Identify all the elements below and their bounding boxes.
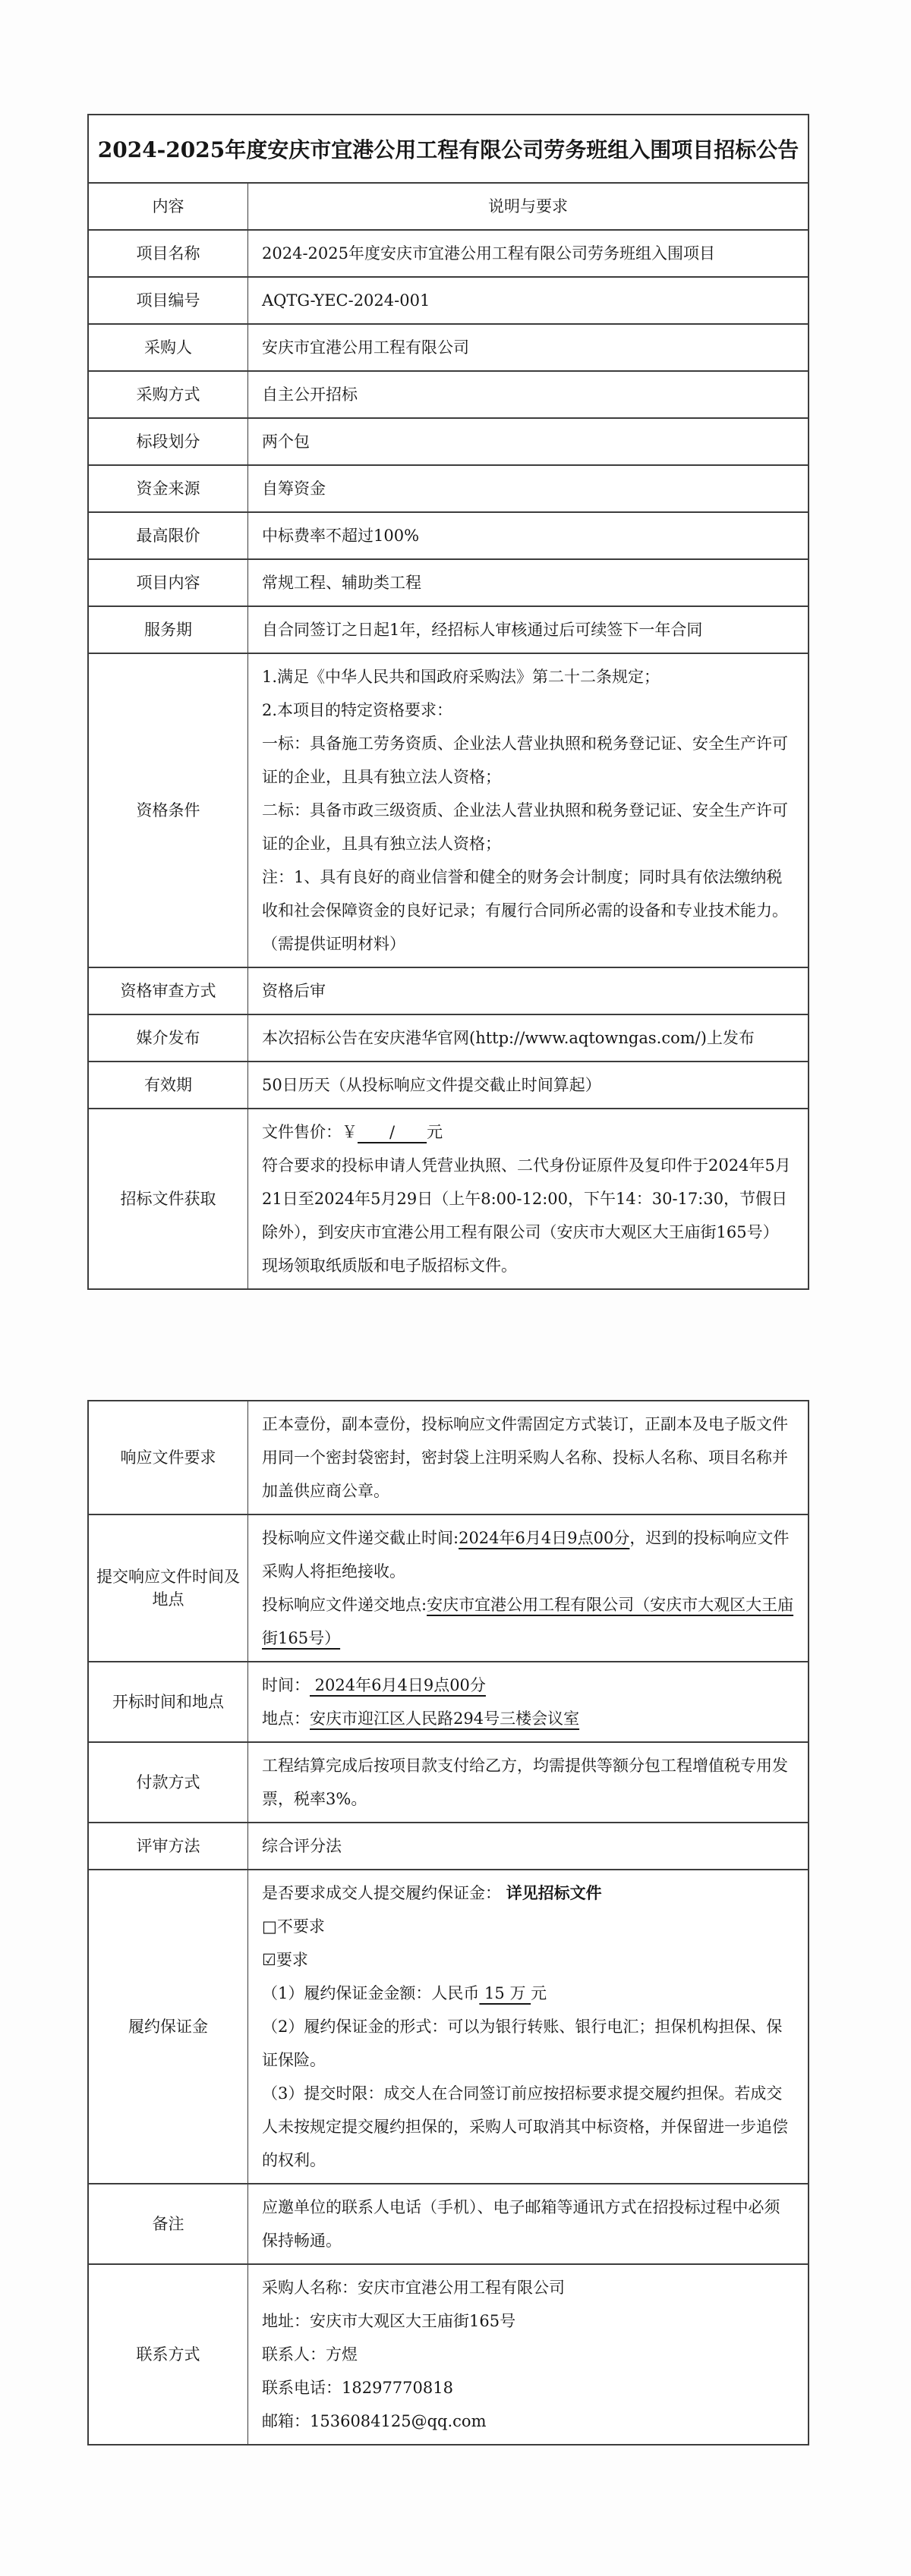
label-service-period: 服务期 [89, 607, 248, 653]
label-bid-sections: 标段划分 [89, 419, 248, 464]
row-procurement-method [89, 370, 808, 417]
tender-notice-table-1 [87, 114, 809, 1290]
value-service-period: 自合同签订之日起1年，经招标人审核通过后可续签下一年合同 [262, 621, 703, 639]
header-requirements-label [248, 184, 808, 229]
label-purchaser: 采购人 [89, 325, 248, 370]
row-submission-time-place [89, 1514, 808, 1661]
document-acquisition-body: 符合要求的投标申请人凭营业执照、二代身份证原件及复印件于2024年5月21日至2024年5月29日（上午8:00-12:00，下午14：30-17:30，节假日除外），到安庆市宜港公用工程有限公司（安庆市大观区大王庙街165号）现场领取纸质版和电子版招标文件。 [262, 1156, 791, 1275]
submission-place-line: 投标响应文件递交地点:安庆市宜港公用工程有限公司（安庆市大观区大王庙街165号） [262, 1596, 794, 1647]
submission-deadline-line: 投标响应文件递交截止时间:2024年6月4日9点00分，迟到的投标响应文件采购人将拒绝接收。 [262, 1529, 790, 1581]
checkbox-not-required: □不要求 [262, 1917, 325, 1936]
label-procurement-method: 采购方式 [89, 372, 248, 417]
row-project-number [89, 276, 808, 323]
label-bid-opening-time-place: 开标时间和地点 [89, 1662, 248, 1741]
label-contact-info: 联系方式 [89, 2265, 248, 2444]
performance-bond-question-line: 是否要求成交人提交履约保证金： 详见招标文件 [262, 1883, 602, 1902]
label-document-acquisition: 招标文件获取 [89, 1109, 248, 1288]
row-evaluation-method [89, 1822, 808, 1869]
value-procurement-method: 自主公开招标 [262, 385, 358, 404]
header-requirements-text: 说明与要求 [488, 197, 568, 215]
row-purchaser [89, 323, 808, 370]
label-funding-source: 资金来源 [89, 466, 248, 511]
bid-opening-place-underline: 安庆市迎江区人民路294号三楼会议室 [310, 1709, 580, 1728]
value-qualification-review: 资格后审 [262, 982, 326, 1000]
value-document-acquisition [248, 1109, 808, 1288]
label-validity-period: 有效期 [89, 1062, 248, 1108]
qualification-line-2: 2.本项目的特定资格要求： [262, 701, 453, 719]
value-submission-time-place [248, 1515, 808, 1661]
value-contact-info [248, 2265, 808, 2444]
bid-opening-time-line: 时间： 2024年6月4日9点00分 [262, 1676, 486, 1694]
value-bid-opening-time-place [248, 1662, 808, 1741]
value-response-document-requirements: 正本壹份，副本壹份，投标响应文件需固定方式装订，正副本及电子版文件用同一个密封袋密封，密封袋上注明采购人名称、投标人名称、项目名称并加盖供应商公章。 [262, 1415, 788, 1500]
qualification-line-1: 1.满足《中华人民共和国政府采购法》第二十二条规定； [262, 668, 660, 686]
value-validity-period: 50日历天（从投标响应文件提交截止时间算起） [262, 1076, 601, 1094]
label-max-price-limit: 最高限价 [89, 513, 248, 558]
contact-person: 联系人：方煜 [262, 2345, 358, 2364]
value-purchaser: 安庆市宜港公用工程有限公司 [262, 338, 469, 357]
document-price-line: 文件售价：￥ / 元 [262, 1123, 443, 1141]
row-media-publication [89, 1014, 808, 1061]
label-media-publication: 媒介发布 [89, 1015, 248, 1061]
row-response-document-requirements [89, 1401, 808, 1514]
row-document-acquisition [89, 1108, 808, 1288]
label-qualification-conditions: 资格条件 [89, 654, 248, 967]
qualification-line-4: 二标：具备市政三级资质、企业法人营业执照和税务登记证、安全生产许可证的企业，且具有独立法人资格； [262, 801, 788, 853]
row-qualification-review [89, 967, 808, 1014]
label-project-content: 项目内容 [89, 560, 248, 605]
contact-address: 地址：安庆市大观区大王庙街165号 [262, 2312, 516, 2330]
row-bid-sections [89, 417, 808, 464]
document-title [89, 115, 808, 182]
row-remarks [89, 2183, 808, 2263]
bond-amount-underline: 15 万 [479, 1984, 531, 2002]
contact-phone: 联系电话：18297770818 [262, 2379, 453, 2397]
bid-opening-place-line: 地点：安庆市迎江区人民路294号三楼会议室 [262, 1709, 580, 1728]
value-project-number: AQTG-YEC-2024-001 [262, 291, 430, 310]
value-project-name: 2024-2025年度安庆市宜港公用工程有限公司劳务班组入围项目 [262, 244, 715, 263]
row-contact-info [89, 2263, 808, 2444]
value-project-content: 常规工程、辅助类工程 [262, 574, 421, 592]
header-content-label [89, 184, 248, 229]
row-bid-opening-time-place [89, 1661, 808, 1741]
value-max-price-limit: 中标费率不超过100% [262, 527, 420, 545]
qualification-line-3: 一标：具备施工劳务资质、企业法人营业执照和税务登记证、安全生产许可证的企业，且具有独立法人资格； [262, 734, 788, 786]
value-media-publication: 本次招标公告在安庆港华官网(http://www.aqtowngas.com/)上发布 [262, 1029, 755, 1047]
value-performance-bond [248, 1870, 808, 2183]
header-content-text: 内容 [152, 197, 184, 215]
label-qualification-review: 资格审查方式 [89, 968, 248, 1014]
label-response-document-requirements: 响应文件要求 [89, 1401, 248, 1514]
row-payment-method [89, 1741, 808, 1822]
label-remarks: 备注 [89, 2184, 248, 2263]
row-project-content [89, 558, 808, 605]
row-qualification-conditions [89, 653, 808, 967]
label-performance-bond: 履约保证金 [89, 1870, 248, 2183]
label-project-name: 项目名称 [89, 231, 248, 276]
row-service-period [89, 605, 808, 653]
label-project-number: 项目编号 [89, 278, 248, 323]
bond-form-line: （2）履约保证金的形式：可以为银行转账、银行电汇；担保机构担保、保证保险。 [262, 2018, 783, 2069]
value-remarks: 应邀单位的联系人电话（手机）、电子邮箱等通讯方式在招投标过程中必须保持畅通。 [262, 2198, 780, 2250]
document-title-text: 2024-2025年度安庆市宜港公用工程有限公司劳务班组入围项目招标公告 [97, 137, 799, 162]
submission-deadline-underline: 2024年6月4日9点00分 [459, 1529, 630, 1547]
row-performance-bond [89, 1869, 808, 2183]
row-max-price-limit [89, 511, 808, 558]
header-row [89, 182, 808, 229]
bid-opening-time-underline: 2024年6月4日9点00分 [310, 1676, 486, 1694]
price-blank-underline: / [358, 1123, 427, 1141]
see-tender-document-bold: 详见招标文件 [506, 1883, 602, 1902]
row-funding-source [89, 464, 808, 511]
qualification-line-5: 注：1、具有良好的商业信誉和健全的财务会计制度；同时具有依法缴纳税收和社会保障资金的良好记录；有履行合同所必需的设备和专业技术能力。（需提供证明材料） [262, 868, 788, 953]
submission-place-underline: 安庆市宜港公用工程有限公司（安庆市大观区大王庙街165号） [262, 1596, 794, 1647]
label-payment-method: 付款方式 [89, 1743, 248, 1822]
checkbox-required-checked: ☑要求 [262, 1951, 308, 1969]
contact-email: 邮箱：1536084125@qq.com [262, 2412, 487, 2430]
label-submission-time-place: 提交响应文件时间及地点 [89, 1515, 248, 1661]
value-payment-method: 工程结算完成后按项目款支付给乙方，均需提供等额分包工程增值税专用发票，税率3%。 [262, 1757, 788, 1808]
contact-purchaser-name: 采购人名称：安庆市宜港公用工程有限公司 [262, 2279, 565, 2297]
label-evaluation-method: 评审方法 [89, 1823, 248, 1869]
row-validity-period [89, 1061, 808, 1108]
tender-notice-table-2 [87, 1400, 809, 2445]
value-bid-sections: 两个包 [262, 432, 310, 451]
value-funding-source: 自筹资金 [262, 480, 326, 498]
row-project-name [89, 229, 808, 276]
value-qualification-conditions [248, 654, 808, 967]
bond-deadline-line: （3）提交时限：成交人在合同签订前应按招标要求提交履约担保。若成交人未按规定提交履约担保的，采购人可取消其中标资格，并保留进一步追偿的权利。 [262, 2084, 788, 2169]
bond-amount-line: （1）履约保证金金额：人民币 15 万 元 [262, 1984, 547, 2002]
value-evaluation-method: 综合评分法 [262, 1837, 342, 1855]
